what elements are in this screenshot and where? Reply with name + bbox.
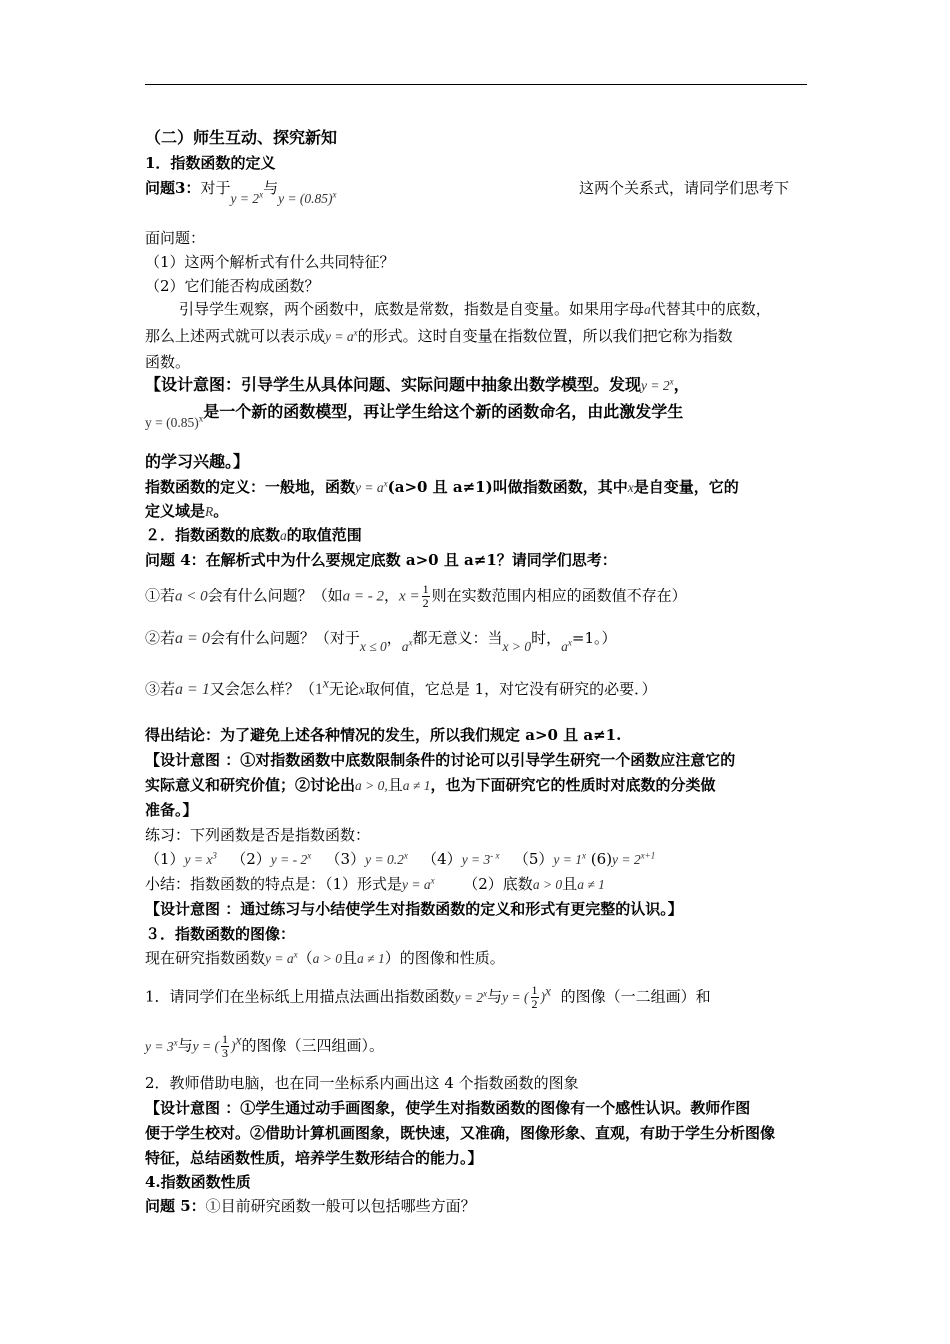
heading-properties: 4.指数函数性质 bbox=[145, 1173, 251, 1191]
heading-base-range: ２．指数函数的底数a的取值范围 bbox=[145, 526, 362, 544]
design-intent-2-line-3: 准备。】 bbox=[145, 801, 198, 819]
paragraph-line-3: 函数。 bbox=[145, 353, 191, 371]
heading-definition: 1．指数函数的定义 bbox=[145, 154, 276, 172]
design-intent-4-line-3: 特征，总结函数性质，培养学生数形结合的能力。】 bbox=[145, 1149, 483, 1167]
section-title: （二）师生互动、探究新知 bbox=[145, 128, 338, 147]
practice-item: $(1)y = x^3$ bbox=[145, 850, 217, 868]
question-3: 问题3：对于$y = 2^x$与$y = (0.85)^x$ bbox=[145, 179, 337, 206]
design-intent-4-line-1: 【设计意图 ：①学生通过动手画图象，使学生对指数函数的图像有一个感性认识。教师作图 bbox=[145, 1099, 751, 1117]
practice-title: 练习：下列函数是否是指数函数： bbox=[145, 826, 371, 844]
heading-graph: ３．指数函数的图像： bbox=[145, 925, 296, 943]
question-3-tail: 这两个关系式，请同学们思考下 bbox=[579, 179, 790, 197]
paragraph-line-2: 那么上述两式就可以表示成$y = a^x$的形式。这时自变量在指数位置，所以我们把它称为指数 bbox=[145, 327, 733, 345]
paragraph-line-1: 引导学生观察，两个函数中，底数是常数，指数是自变量。如果用字母a代替其中的底数， bbox=[179, 300, 771, 318]
question-3-cont: 面问题： bbox=[145, 229, 206, 247]
case-1: ①若a < 0会有什么问题？（如a = - 2，x = $\frac{1}{2}$ 则在实数范围内相应的函数值不存在） bbox=[145, 582, 687, 610]
practice-item: $(3)y = 0.2^x$ bbox=[325, 850, 408, 868]
design-intent-1-line-1: 【设计意图：引导学生从具体问题、实际问题中抽象出数学模型。发现$y = 2^x$， bbox=[145, 375, 690, 394]
case-3: ③若a = 1又会怎么样？（1$^x$无论x取何值，它总是 1，对它没有研究的必要．） bbox=[145, 675, 657, 698]
header-rule bbox=[145, 84, 807, 85]
summary: 小结：指数函数的特点是：（1）形式是$y = a^x$ （2）底数a > 0且a ≠ 1 bbox=[145, 875, 605, 893]
graph-task-2: 2．教师借助电脑，也在同一坐标系内画出这 4 个指数函数的图象 bbox=[145, 1074, 579, 1092]
design-intent-2-line-1: 【设计意图 ：①对指数函数中底数限制条件的讨论可以引导学生研究一个函数应注意它的 bbox=[145, 751, 736, 769]
question-5: 问题 5：①目前研究函数一般可以包括哪些方面？ bbox=[145, 1197, 476, 1215]
conclusion: 得出结论：为了避免上述各种情况的发生，所以我们规定 a>0 且 a≠1. bbox=[145, 726, 622, 744]
graph-task-1b: $y = 3^x$与y = ( $\frac{1}{3}$ )$^x$的图像（三四组画）。 bbox=[145, 1032, 384, 1060]
practice-item: $(4)y = 3^{- x}$ bbox=[422, 850, 500, 868]
practice-items bbox=[145, 849, 655, 870]
design-intent-2-line-2: 实际意义和研究价值；②讨论出a > 0,且a ≠ 1，也为下面研究它的性质时对底数的分类做 bbox=[145, 776, 716, 794]
practice-item: （2）y = - 2$^x$ bbox=[231, 850, 312, 868]
case-2: ②若a = 0会有什么问题？（对于x ≤ 0，$a^x$都无意义：当x > 0时，$a^x=1$。） bbox=[145, 629, 617, 654]
graph-task-1: 1．请同学们在坐标纸上用描点法画出指数函数$y = 2^x$与y = ( $\frac{1}{2}$ )$^x$ 的图像（一二组画）和 bbox=[145, 983, 711, 1011]
definition-line-2: 定义域是R。 bbox=[145, 502, 229, 520]
practice-item: $(6)y = 2^{x+1}$ bbox=[590, 850, 656, 868]
question-3-item-2: （2）它们能否构成函数？ bbox=[145, 277, 320, 295]
definition-line-1: 指数函数的定义：一般地，函数$y = a^x(a>0$ 且 a≠1)叫做指数函数，其中x是自变量，它的 bbox=[145, 478, 739, 496]
design-intent-3: 【设计意图 ：通过练习与小结使学生对指数函数的定义和形式有更完整的认识。】 bbox=[145, 900, 683, 918]
practice-item: $(5)y = 1^x$ bbox=[513, 850, 587, 868]
question-4: 问题 4：在解析式中为什么要规定底数 a>0 且 a≠1？请同学们思考： bbox=[145, 551, 617, 569]
design-intent-4-line-2: 便于学生校对。②借助计算机画图象，既快速，又准确，图像形象、直观，有助于学生分析图像 bbox=[145, 1124, 776, 1142]
design-intent-1-line-3: 的学习兴趣。】 bbox=[145, 452, 250, 471]
design-intent-1-line-2: $_{y = (0.85)^x}$是一个新的函数模型，再让学生给这个新的函数命名，由此激发学生 bbox=[145, 402, 684, 430]
question-3-item-1: （1）这两个解析式有什么共同特征？ bbox=[145, 253, 395, 271]
graph-intro: 现在研究指数函数$y = a^x(a > 0$且a ≠ 1）的图像和性质。 bbox=[145, 949, 505, 967]
